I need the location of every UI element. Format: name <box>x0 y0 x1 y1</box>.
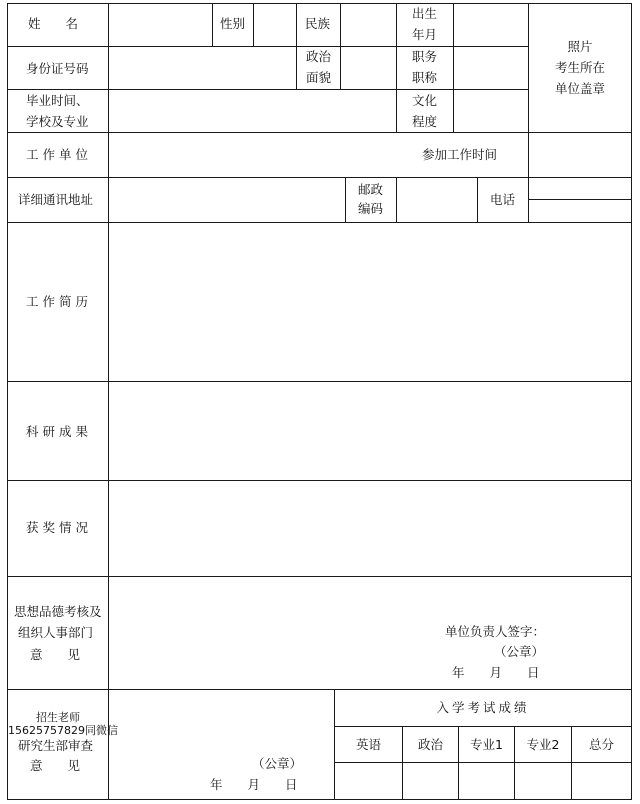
work-history-field[interactable] <box>110 224 630 379</box>
education-field[interactable] <box>455 91 526 130</box>
review-date: 年 月 日 <box>210 777 298 792</box>
research-field[interactable] <box>110 383 630 478</box>
id-number-label: 身份证号码 <box>26 61 89 76</box>
graduation-label-line2: 学校及专业 <box>26 114 89 129</box>
col-line <box>453 3 454 132</box>
start-work-field[interactable] <box>530 134 630 175</box>
title-field[interactable] <box>455 48 526 87</box>
row-line <box>7 576 632 577</box>
score-col-politics: 政治 <box>417 737 443 752</box>
score-politics-field[interactable] <box>404 764 457 798</box>
col-line <box>345 177 346 222</box>
ethnicity-field[interactable] <box>342 5 394 44</box>
col-line <box>477 177 478 222</box>
col-line <box>296 3 297 89</box>
opinion-date: 年 月 日 <box>452 665 540 680</box>
work-unit-field[interactable] <box>110 134 408 175</box>
col-line <box>253 3 254 46</box>
gender-field[interactable] <box>255 5 294 44</box>
review-label-line2: 15625757829同微信 <box>8 724 118 737</box>
birth-label-line1: 出生 <box>412 6 438 21</box>
col-line <box>212 3 213 46</box>
postcode-label-line1: 邮政 <box>358 182 384 197</box>
score-major1-field[interactable] <box>460 764 513 798</box>
review-seal: （公章） <box>252 756 303 771</box>
awards-field[interactable] <box>110 482 630 574</box>
opinion-signature: 单位负责人签字： <box>445 624 546 639</box>
phone-label: 电话 <box>490 192 516 207</box>
awards-label: 获奖情况 <box>26 520 93 535</box>
border-left <box>7 3 8 800</box>
work-history-label: 工作简历 <box>26 294 93 309</box>
political-field[interactable] <box>342 48 394 87</box>
row-line <box>7 132 632 133</box>
graduation-label-line1: 毕业时间、 <box>26 93 89 108</box>
postcode-label-line2: 编码 <box>358 201 384 216</box>
score-total-field[interactable] <box>573 764 630 798</box>
row-line <box>7 480 632 481</box>
col-line <box>108 3 109 800</box>
col-line <box>340 3 341 89</box>
id-number-field[interactable] <box>110 48 294 87</box>
row-line <box>334 762 632 763</box>
score-col-total: 总分 <box>588 737 614 752</box>
address-field[interactable] <box>110 179 343 220</box>
research-label: 科研成果 <box>26 424 93 439</box>
row-line <box>334 726 632 727</box>
row-line <box>7 177 632 178</box>
score-col-major1: 专业1 <box>470 737 503 752</box>
score-major2-field[interactable] <box>516 764 570 798</box>
photo-label-line2: 考生所在 <box>554 60 605 75</box>
review-label-line3: 研究生部审查 <box>18 738 94 753</box>
score-english-field[interactable] <box>336 764 401 798</box>
opinion-label-line1: 思想品德考核及 <box>14 604 102 619</box>
education-label-line2: 程度 <box>412 114 438 129</box>
title-label-line1: 职务 <box>412 49 438 64</box>
name-field[interactable] <box>110 5 210 44</box>
opinion-seal: （公章） <box>494 644 545 659</box>
start-work-label: 参加工作时间 <box>422 147 498 162</box>
political-label-line1: 政治 <box>306 49 332 64</box>
postcode-field[interactable] <box>398 179 475 220</box>
border-right <box>631 3 632 800</box>
political-label-line2: 面貌 <box>306 70 332 85</box>
title-label-line2: 职称 <box>412 70 438 85</box>
birth-label-line2: 年月 <box>412 27 438 42</box>
graduation-field[interactable] <box>110 91 394 130</box>
col-line <box>396 177 397 222</box>
ethnicity-label: 民族 <box>305 16 331 31</box>
education-label-line1: 文化 <box>412 93 438 108</box>
photo-label-line1: 照片 <box>567 39 593 54</box>
work-unit-label: 工作单位 <box>26 147 93 162</box>
row-line <box>7 689 632 690</box>
score-col-english: 英语 <box>355 737 381 752</box>
name-label: 姓 名 <box>28 16 79 31</box>
border-bottom <box>7 799 632 800</box>
address-label: 详细通讯地址 <box>18 192 94 207</box>
review-label-line1: 招生老师 <box>36 711 80 724</box>
score-col-major2: 专业2 <box>526 737 560 752</box>
birth-field[interactable] <box>455 5 526 44</box>
opinion-label-line3: 意 见 <box>30 647 81 662</box>
row-line <box>7 46 528 47</box>
row-line <box>7 381 632 382</box>
gender-label: 性别 <box>220 16 246 31</box>
review-label-line4: 意 见 <box>30 758 81 773</box>
col-line <box>396 3 397 132</box>
scores-title: 入学考试成绩 <box>436 700 530 715</box>
row-line <box>7 222 632 223</box>
photo-label-line3: 单位盖章 <box>554 81 605 96</box>
phone-field[interactable] <box>530 179 630 220</box>
opinion-label-line2: 组织人事部门 <box>18 625 94 640</box>
